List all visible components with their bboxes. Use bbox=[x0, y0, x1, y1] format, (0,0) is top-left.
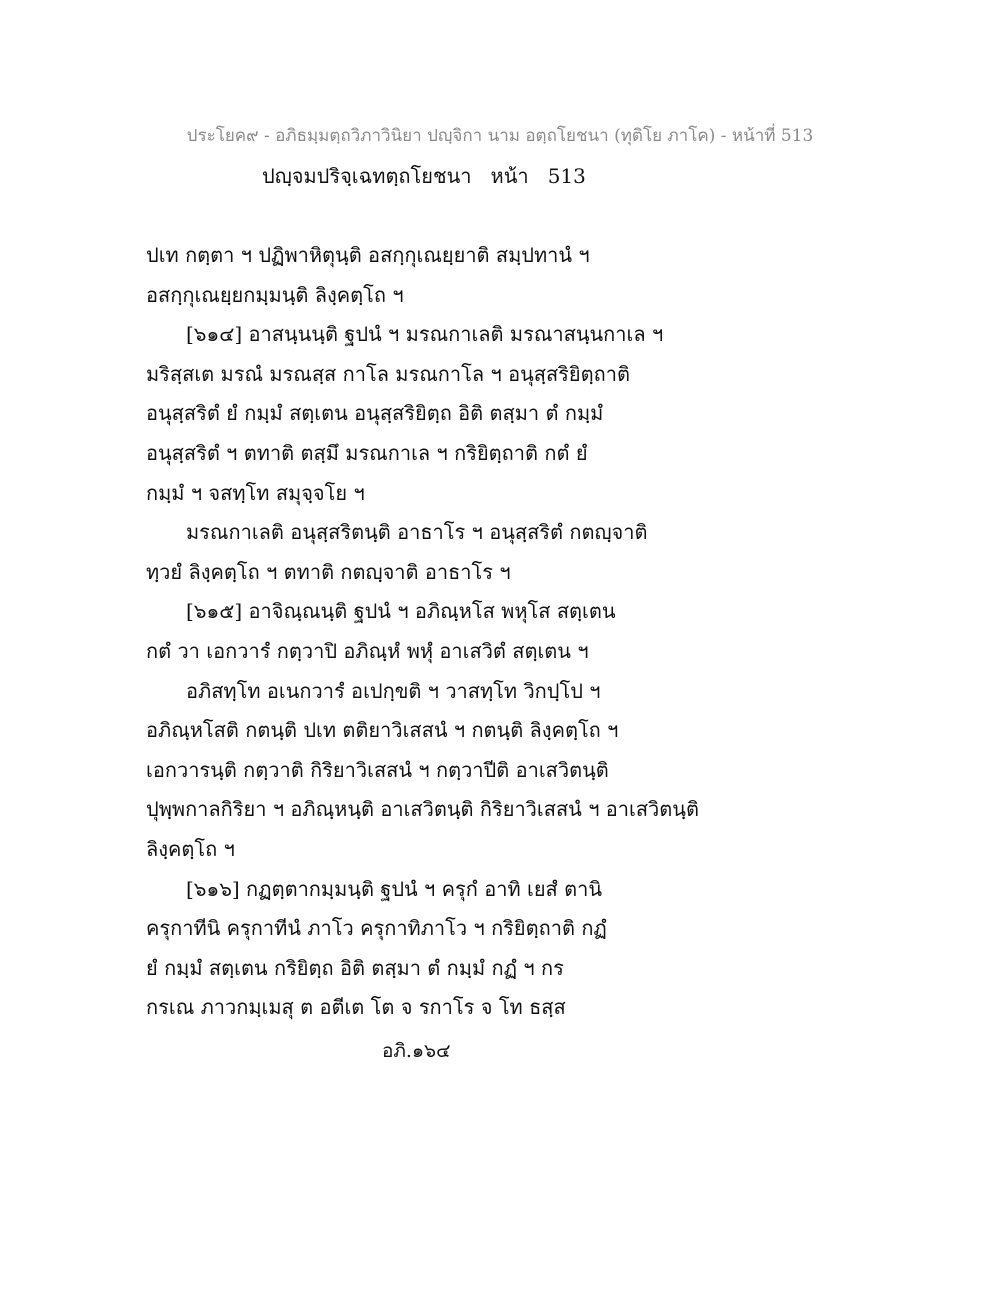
text-line: [๖๑๔] อาสนฺนนฺติ ฐปนํ ฯ มรณกาเลติ มรณาสนฺนกาเล ฯ bbox=[186, 322, 664, 347]
text-line: [๖๑๕] อาจิณฺณนฺติ ฐปนํ ฯ อภิณฺหโส พหุโส สตฺเตน bbox=[186, 599, 616, 624]
text-line: กตํ วา เอกวารํ กตฺวาปิ อภิณฺหํ พหุํ อาเสวิตํ สตฺเตน ฯ bbox=[146, 638, 589, 663]
text-line: [๖๑๖] กฏตฺตากมฺมนฺติ ฐปนํ ฯ ครุกํ อาทิ เยสํ ตานิ bbox=[186, 876, 603, 901]
text-line: อนุสฺสริตํ ฯ ตทาติ ตสฺมึ มรณกาเล ฯ กริยิตฺถาติ กตํ ยํ bbox=[146, 440, 588, 465]
text-line: ลิงฺคตฺโถ ฯ bbox=[146, 836, 235, 861]
text-line: ปเท กตฺตา ฯ ปฏิพาหิตุนฺติ อสกฺกุเณยฺยาติ สมฺปทานํ ฯ bbox=[146, 243, 590, 267]
section-heading: ปญฺจมปริจฺเฉทตฺถโยชนา หน้า 513 bbox=[262, 164, 586, 188]
page-footer: อภิ.๑๖๔ bbox=[382, 1040, 451, 1062]
text-line: อนุสฺสริตํ ยํ กมฺมํ สตฺเตน อนุสฺสริยิตฺถ อิติ ตสฺมา ตํ กมฺมํ bbox=[146, 401, 604, 426]
text-line: อสกฺกุเณยฺยกมฺมนฺติ ลิงฺคตฺโถ ฯ bbox=[146, 282, 404, 307]
text-line: อภิสทฺโท อเนกวารํ อเปกฺขติ ฯ วาสทฺโท วิกปฺโป ฯ bbox=[186, 678, 601, 703]
text-line: กรเณ ภาวกมฺเมสุ ต อตีเต โต จ รกาโร จ โท ธสฺส bbox=[146, 995, 566, 1020]
text-line: มรณกาเลติ อนุสฺสริตนฺติ อาธาโร ฯ อนุสฺสริตํ กตญฺจาติ bbox=[186, 520, 648, 545]
running-header: ประโยค๙ - อภิธมฺมตฺถวิภาวินิยา ปญฺจิกา นาม อตฺถโยชนา (ทุติโย ภาโค) - หน้าที่ 513 bbox=[186, 126, 814, 146]
text-line: ยํ กมฺมํ สตฺเตน กริยิตฺถ อิติ ตสฺมา ตํ กมฺมํ กฏํ ฯ กร bbox=[146, 955, 564, 980]
text-line: ปุพฺพกาลกิริยา ฯ อภิณฺหนฺติ อาเสวิตนฺติ กิริยาวิเสสนํ ฯ อาเสวิตนฺติ bbox=[146, 797, 699, 822]
text-line: มริสฺสเต มรณํ มรณสฺส กาโล มรณกาโล ฯ อนุสฺสริยิตฺถาติ bbox=[146, 361, 630, 386]
body-text bbox=[146, 236, 866, 1028]
text-line: เอกวารนฺติ กตฺวาติ กิริยาวิเสสนํ ฯ กตฺวาปีติ อาเสวิตนฺติ bbox=[146, 757, 609, 782]
text-line: อภิณฺหโสติ กตนฺติ ปเท ตติยาวิเสสนํ ฯ กตนฺติ ลิงฺคตฺโถ ฯ bbox=[146, 718, 619, 743]
text-line: ทฺวยํ ลิงฺคตฺโถ ฯ ตทาติ กตญฺจาติ อาธาโร ฯ bbox=[146, 559, 511, 584]
text-line: ครุกาทีนิ ครุกาทีนํ ภาโว ครุกาทิภาโว ฯ กริยิตฺถาติ กฏํ bbox=[146, 916, 607, 941]
text-line: กมฺมํ ฯ จสทฺโท สมุจฺจโย ฯ bbox=[146, 480, 365, 505]
